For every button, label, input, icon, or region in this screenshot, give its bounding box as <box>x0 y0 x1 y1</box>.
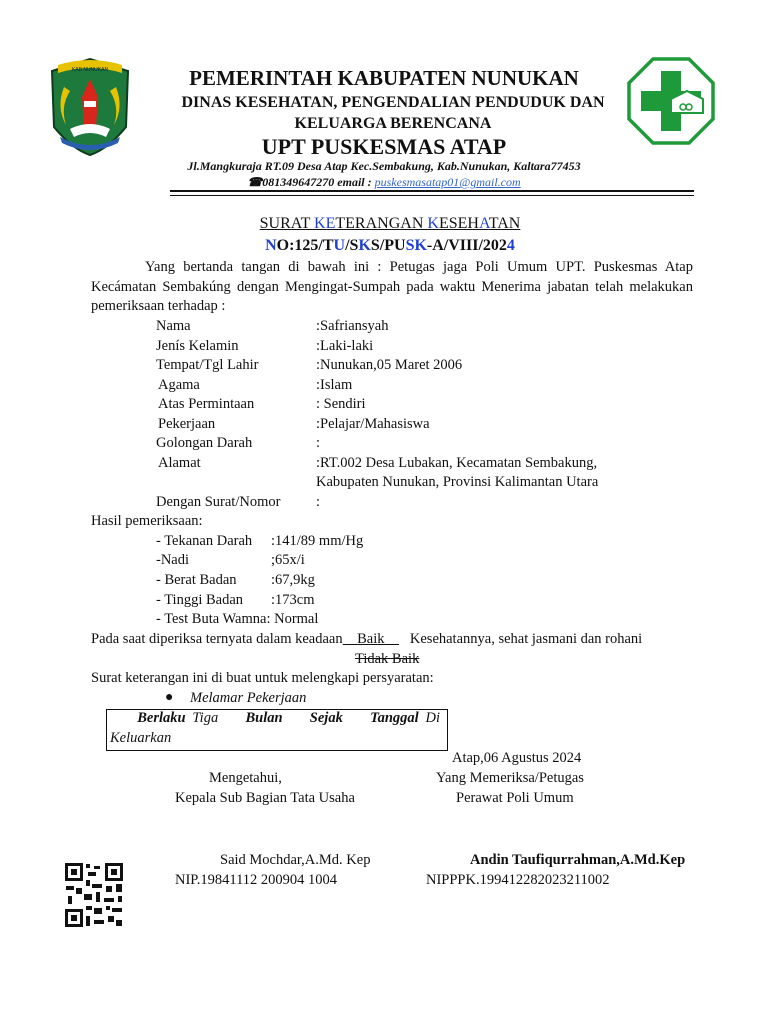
identity-value: :Pelajar/Mahasiswa <box>316 416 430 432</box>
left-signer-nip: NIP.19841112 200904 1004 <box>175 872 338 888</box>
bullet-icon: ● <box>165 690 174 705</box>
identity-value: : Sendiri <box>316 396 366 412</box>
identity-value: :Islam <box>316 377 353 393</box>
exam-heading: Hasil pemeriksaan: <box>91 513 203 529</box>
identity-value: : <box>316 435 321 451</box>
condition-line: Pada saat diperiksa ternyata dalam keadaan Baik Kesehatannya, sehat jasmani dan rohani <box>91 631 643 647</box>
identity-label: Atas Permintaan <box>158 396 255 412</box>
left-title: Mengetahui, <box>209 770 282 786</box>
identity-value: :Safriansyah <box>316 318 389 334</box>
letter-title: SURAT KETERANGAN KESEHATAN <box>259 215 521 232</box>
header-contact <box>0 175 768 190</box>
identity-value: : <box>316 494 321 510</box>
right-signer-name: Andin Taufiqurrahman,A.Md.Kep <box>470 852 686 868</box>
validity-text: Berlaku Tiga Bulan Sejak Tanggal Di Keluarkan <box>110 710 441 746</box>
exam-value: :173cm <box>271 592 315 608</box>
exam-value: :141/89 mm/Hg <box>271 533 364 549</box>
purpose-intro: Surat keterangan ini di buat untuk melengkapi persyaratan: <box>91 670 434 686</box>
identity-label: Jenís Kelamin <box>156 338 239 354</box>
phone-text: ☎081349647270 email : <box>247 175 375 189</box>
identity-label: Golongan Darah <box>156 435 253 451</box>
identity-label: Tempat/Tgl Lahir <box>156 357 259 373</box>
exam-value: ;65x/i <box>271 552 305 568</box>
intro-paragraph: Yang bertanda tangan di bawah ini : Petugas jaga Poli Umum UPT. Puskesmas Atap Kecámatan Sembakúng dengan Mengingat-Sumpah pada waktu Menerima jabatan telah melakukan pemeriksaan terhadap : <box>91 259 693 314</box>
purpose-item: Melamar Pekerjaan <box>190 690 307 706</box>
identity-label: Pekerjaan <box>158 416 216 432</box>
condition-not-good: Tidak Baik <box>355 651 420 667</box>
email-link[interactable]: puskesmasatap01@gmail.com <box>374 175 521 189</box>
identity-value: Kabupaten Nunukan, Provinsi Kalimantan Utara <box>316 474 599 490</box>
header-government: PEMERINTAH KABUPATEN NUNUKAN <box>189 66 579 90</box>
place-date: Atap,06 Agustus 2024 <box>452 750 582 766</box>
exam-label: -Nadi <box>156 552 190 568</box>
exam-label: - Test Buta Wamna: Normal <box>156 611 319 627</box>
identity-value: :Nunukan,05 Maret 2006 <box>316 357 463 373</box>
right-position: Perawat Poli Umum <box>456 790 574 806</box>
header-institution: UPT PUSKESMAS ATAP <box>261 134 507 159</box>
identity-value: :RT.002 Desa Lubakan, Kecamatan Sembakung, <box>316 455 598 471</box>
letter-number: NO:125/TU/SKS/PUSK-A/VIII/2024 <box>265 237 515 254</box>
left-signer-name: Said Mochdar,A.Md. Kep <box>220 852 371 868</box>
logo-ribbon-text: KAB NUNUKAN <box>71 67 109 73</box>
identity-label: Nama <box>156 318 191 334</box>
header-address: Jl.Mangkuraja RT.09 Desa Atap Kec.Sembakung, Kab.Nunukan, Kaltara77453 <box>187 159 581 173</box>
left-position: Kepala Sub Bagian Tata Usaha <box>175 790 355 806</box>
right-title: Yang Memeriksa/Petugas <box>436 770 584 786</box>
identity-label: Agama <box>158 377 200 393</box>
header-department: DINAS KESEHATAN, PENGENDALIAN PENDUDUK DAN KELUARGA BERENCANA <box>181 94 605 132</box>
exam-label: - Tekanan Darah <box>156 533 253 549</box>
exam-label: - Berat Badan <box>156 572 237 588</box>
identity-value: :Laki-laki <box>316 338 374 354</box>
identity-label: Dengan Surat/Nomor <box>156 494 281 510</box>
exam-label: - Tinggi Badan <box>156 592 244 608</box>
identity-label: Alamat <box>158 455 201 471</box>
condition-good: Baik <box>357 631 385 647</box>
header-rule-thin <box>170 195 694 196</box>
header-rule-thick <box>170 190 694 192</box>
exam-value: :67,9kg <box>271 572 315 588</box>
right-signer-nip: NIPPPK.199412282023211002 <box>426 872 610 888</box>
